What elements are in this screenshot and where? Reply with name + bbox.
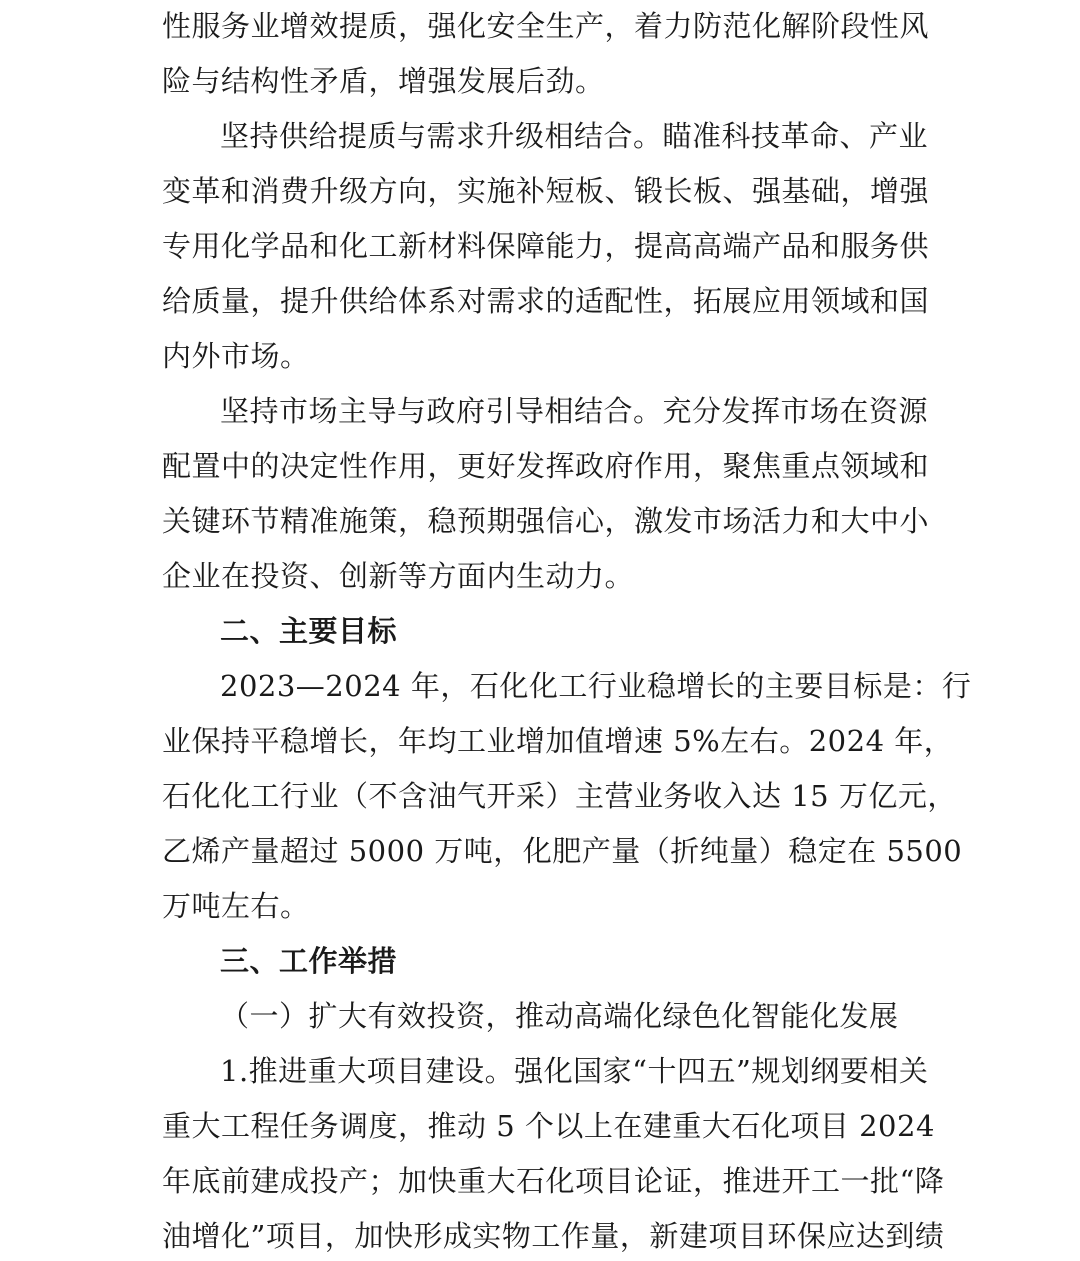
section-heading: 三、工作举措 — [220, 944, 398, 978]
paragraph-line: 内外市场。 — [162, 339, 310, 373]
paragraph-line: 给质量，提升供给体系对需求的适配性，拓展应用领域和国 — [162, 284, 930, 318]
paragraph-line: 险与结构性矛盾，增强发展后劲。 — [162, 64, 605, 98]
paragraph-line: 性服务业增效提质，强化安全生产，着力防范化解阶段性风 — [162, 9, 930, 43]
paragraph-line: 企业在投资、创新等方面内生动力。 — [162, 559, 635, 593]
paragraph-line: 石化化工行业（不含油气开采）主营业务收入达 15 万亿元， — [162, 779, 957, 813]
paragraph-line: 2023—2024 年，石化化工行业稳增长的主要目标是：行 — [220, 669, 972, 703]
paragraph-line: 配置中的决定性作用，更好发挥政府作用，聚焦重点领域和 — [162, 449, 930, 483]
paragraph-line: 业保持平稳增长，年均工业增加值增速 5%左右。2024 年， — [162, 724, 954, 758]
subsection-heading: （一）扩大有效投资，推动高端化绿色化智能化发展 — [220, 999, 899, 1033]
paragraph-line: 乙烯产量超过 5000 万吨，化肥产量（折纯量）稳定在 5500 — [162, 834, 963, 868]
paragraph-line: 年底前建成投产；加快重大石化项目论证，推进开工一批“降 — [162, 1164, 945, 1198]
paragraph-line: 1.推进重大项目建设。强化国家“十四五”规划纲要相关 — [220, 1054, 929, 1088]
paragraph-line: 专用化学品和化工新材料保障能力，提高高端产品和服务供 — [162, 229, 930, 263]
paragraph-line: 坚持供给提质与需求升级相结合。瞄准科技革命、产业 — [220, 119, 929, 153]
section-heading: 二、主要目标 — [220, 614, 398, 648]
paragraph-line: 油增化”项目，加快形成实物工作量，新建项目环保应达到绩 — [162, 1219, 945, 1253]
paragraph-line: 关键环节精准施策，稳预期强信心，激发市场活力和大中小 — [162, 504, 930, 538]
paragraph-line: 重大工程任务调度，推动 5 个以上在建重大石化项目 2024 — [162, 1109, 935, 1143]
paragraph-line: 坚持市场主导与政府引导相结合。充分发挥市场在资源 — [220, 394, 929, 428]
paragraph-line: 万吨左右。 — [162, 889, 310, 923]
paragraph-line: 变革和消费升级方向，实施补短板、锻长板、强基础，增强 — [162, 174, 930, 208]
